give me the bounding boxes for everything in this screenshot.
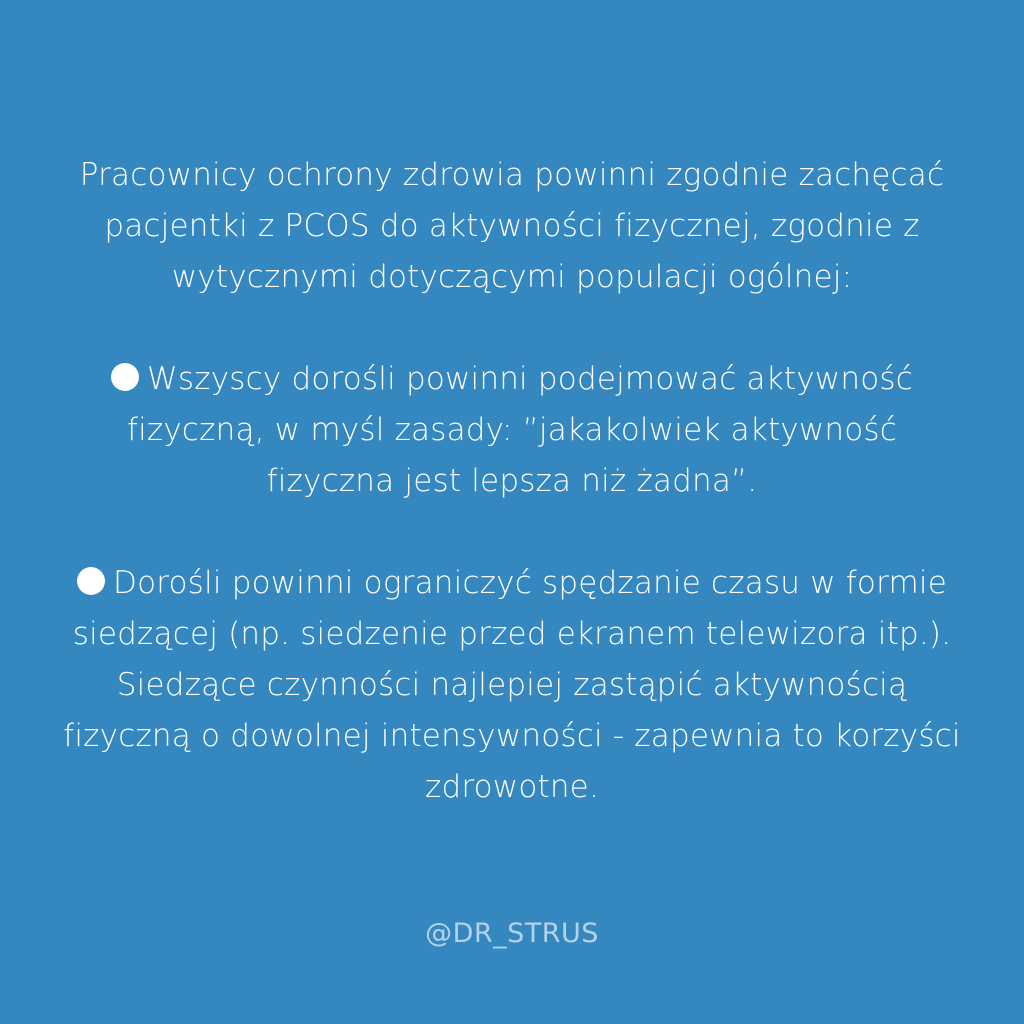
bullet-text-1: Wszyscy dorośli powinni podejmować aktywność fizyczną, w myśl zasady: ”jakakolwiek aktywność fizyczna jest lepsza niż żadna”. bbox=[126, 361, 913, 499]
author-handle: @DR_STRUS bbox=[425, 918, 599, 949]
bullet-item-2 bbox=[60, 558, 964, 813]
main-content bbox=[60, 150, 964, 813]
bullet-item-1 bbox=[60, 354, 964, 507]
filled-circle-icon bbox=[77, 567, 105, 595]
intro-paragraph: Pracownicy ochrony zdrowia powinni zgodnie zachęcać pacjentki z PCOS do aktywności fizycznej, zgodnie z wytycznymi dotyczącymi populacji ogólnej: bbox=[79, 157, 945, 295]
bullet-text-2: Dorośli powinni ograniczyć spędzanie czasu w formie siedzącej (np. siedzenie przed ekranem telewizora itp.). Siedzące czynności najlepiej zastąpić aktywnością fizyczną o dowolnej intensywności - zapewnia to korzyści zdrowotne. bbox=[63, 565, 961, 805]
filled-circle-icon bbox=[111, 363, 139, 391]
